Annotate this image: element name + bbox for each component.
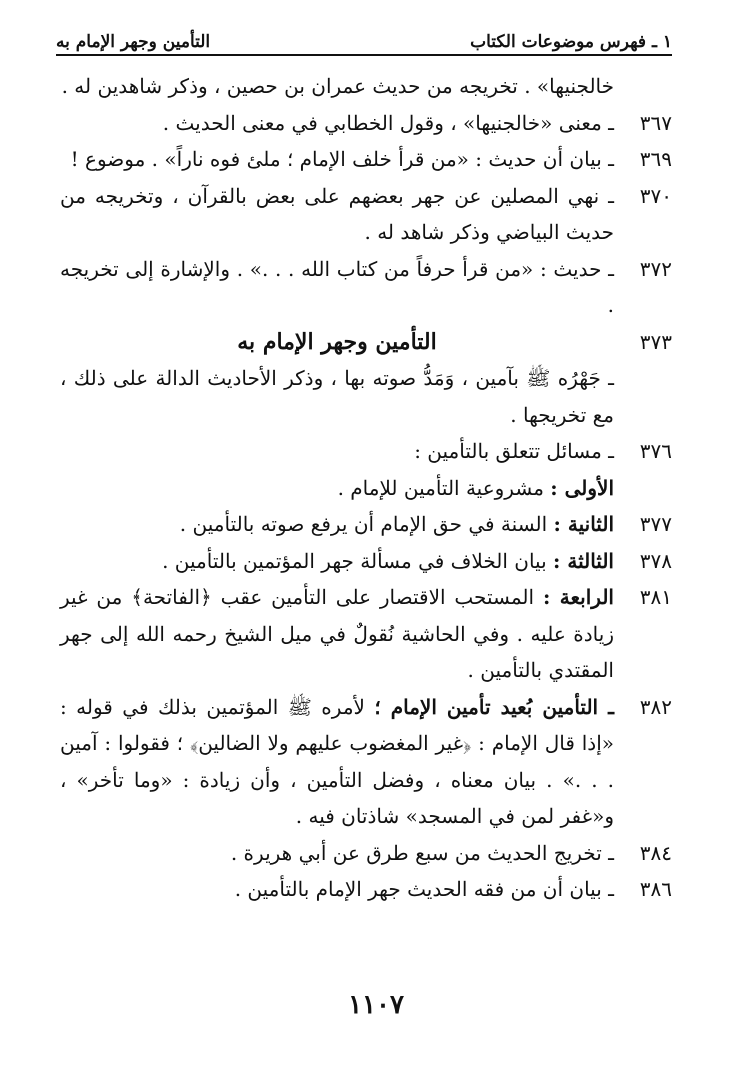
index-entry bbox=[60, 178, 672, 251]
entry-page-number: ٣٧٧ bbox=[639, 512, 672, 536]
running-header bbox=[56, 28, 672, 52]
entry-text bbox=[60, 506, 614, 543]
header-chapter-title: التأمين وجهر الإمام به bbox=[56, 32, 211, 52]
entry-description: بيان الخلاف في مسألة جهر المؤتمين بالتأمين . bbox=[162, 548, 554, 573]
header-divider bbox=[56, 54, 672, 56]
index-entry bbox=[60, 141, 672, 178]
entry-page-number: ٣٧٨ bbox=[639, 548, 672, 573]
entry-label: الثالثة : bbox=[553, 548, 614, 573]
page-number: ١١٠٧ bbox=[348, 990, 404, 1020]
index-entry bbox=[60, 506, 672, 543]
index-entry bbox=[60, 251, 672, 324]
index-entry bbox=[60, 579, 672, 689]
index-entry bbox=[60, 689, 672, 835]
entry-text: ـ نهي المصلين عن جهر بعضهم على بعض بالقرآن ، وتخريجه من حديث البياضي وذكر شاهد له . bbox=[60, 183, 614, 244]
entry-page-number: ٣٦٩ bbox=[639, 147, 672, 171]
index-entry bbox=[60, 360, 672, 433]
entry-text: ـ بيان أن من فقه الحديث جهر الإمام بالتأمين . bbox=[234, 877, 614, 901]
entry-text: ـ معنى «خالجنيها» ، وقول الخطابي في معنى الحديث . bbox=[162, 110, 614, 135]
index-entry bbox=[60, 470, 672, 507]
entry-page-number: ٣٧٠ bbox=[639, 183, 672, 208]
entry-label: الرابعة : bbox=[542, 585, 614, 609]
entry-text: ـ تخريج الحديث من سبع طرق عن أبي هريرة . bbox=[230, 840, 614, 865]
entry-text: ـ جَهْرُه ﷺ بآمين ، وَمَدُّ صوته بها ، وذكر الأحاديث الدالة على ذلك ، مع تخريجها . bbox=[60, 366, 614, 427]
entry-description: السنة في حق الإمام أن يرفع صوته بالتأمين . bbox=[179, 512, 554, 536]
index-entry bbox=[60, 871, 672, 908]
entry-page-number: ٣٧٢ bbox=[639, 256, 672, 281]
index-entries bbox=[60, 68, 672, 908]
entry-page-number: ٣٨٦ bbox=[639, 877, 672, 901]
entry-description: مشروعية التأمين للإمام . bbox=[337, 475, 551, 500]
entry-page-number: ٣٨٤ bbox=[639, 840, 672, 865]
section-heading-entry bbox=[60, 324, 672, 361]
index-entry bbox=[60, 543, 672, 580]
entry-label: الثانية : bbox=[553, 512, 614, 536]
entry-page-number: ٣٦٧ bbox=[639, 110, 672, 135]
entry-text bbox=[60, 579, 614, 689]
entry-text bbox=[60, 470, 614, 507]
entry-page-number: ٣٨٢ bbox=[639, 694, 672, 719]
entry-text: ـ مسائل تتعلق بالتأمين : bbox=[414, 439, 614, 463]
entry-text: خالجنيها» . تخريجه من حديث عمران بن حصين ، وذكر شاهدين له . bbox=[61, 74, 614, 98]
index-entry bbox=[60, 433, 672, 470]
index-entry bbox=[60, 835, 672, 872]
entry-page-number: ٣٧٣ bbox=[639, 329, 672, 354]
entry-text bbox=[60, 689, 614, 835]
header-section-title: ١ ـ فهرس موضوعات الكتاب bbox=[470, 32, 672, 52]
entry-text bbox=[60, 543, 614, 580]
entry-page-number: ٣٧٦ bbox=[639, 439, 672, 463]
entry-description: لأمره ﷺ المؤتمين بذلك في قوله : «إذا قال الإمام : ﴿غير المغضوب عليهم ولا الضالين﴾ ؛ فقولوا : آمين . . .» . بيان معناه ، وفضل التأمين ، وأن زيادة : «وما تأخر» ، و«غفر لمن في المسجد» شاذتان فيه . bbox=[60, 694, 614, 828]
entry-text: ـ بيان أن حديث : «من قرأ خلف الإمام ؛ ملئ فوه ناراً» . موضوع ! bbox=[70, 147, 614, 171]
section-heading: التأمين وجهر الإمام به bbox=[237, 328, 437, 355]
index-entry bbox=[60, 68, 672, 105]
entry-page-number: ٣٨١ bbox=[639, 585, 672, 609]
entry-description: المستحب الاقتصار على التأمين عقب ﴿الفاتحة﴾ من غير زيادة عليه . وفي الحاشية نُقولٌ في ميل الشيخ رحمه الله إلى جهر المقتدي بالتأمين . bbox=[60, 585, 614, 682]
entry-label: ـ التأمين بُعيد تأمين الإمام ؛ bbox=[374, 694, 614, 719]
entry-label: الأولى : bbox=[550, 475, 614, 500]
index-entry bbox=[60, 105, 672, 142]
entry-text: ـ حديث : «من قرأ حرفاً من كتاب الله . . .» . والإشارة إلى تخريجه . bbox=[60, 256, 614, 317]
